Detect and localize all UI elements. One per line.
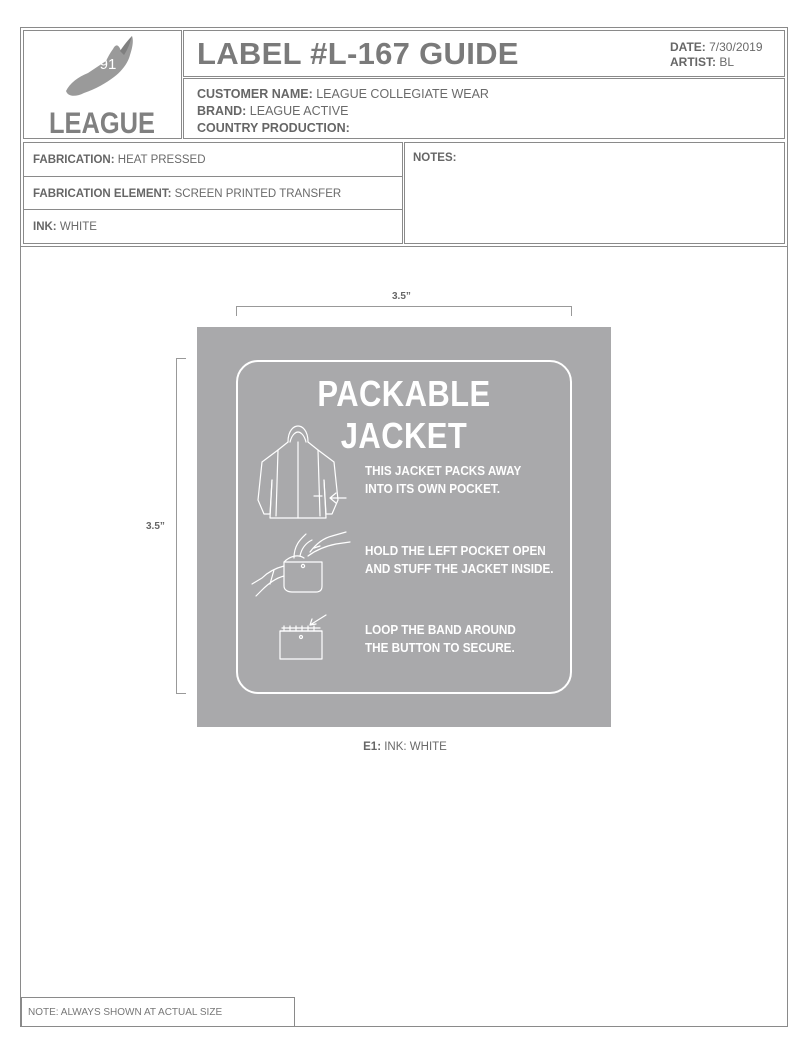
instruction-step-1 (365, 462, 521, 498)
brand-label: BRAND: (197, 104, 247, 118)
fabrication-element-label: FABRICATION ELEMENT: (33, 188, 172, 200)
fabrication-element-value: SCREEN PRINTED TRANSFER (174, 188, 342, 200)
label-title: PACKABLE JACKET (317, 373, 491, 456)
country-label: COUNTRY PRODUCTION: (197, 121, 350, 135)
pocket-button-icon (280, 615, 326, 659)
step-2-line-2: AND STUFF THE JACKET INSIDE. (365, 561, 554, 576)
date-value: 7/30/2019 (709, 40, 763, 54)
step-2-line-1: HOLD THE LEFT POCKET OPEN (365, 543, 546, 558)
artist-value: BL (719, 55, 735, 69)
date-label: DATE: (670, 40, 706, 54)
instruction-step-3 (365, 621, 516, 657)
date-artist-block (670, 40, 763, 70)
width-dimension: 3.5” (392, 291, 411, 302)
step-3-line-1: LOOP THE BAND AROUND (365, 622, 516, 637)
divider (23, 176, 403, 177)
fabrication-element-row (33, 188, 341, 200)
customer-name-value: LEAGUE COLLEGIATE WEAR (316, 87, 489, 101)
ink-value: WHITE (59, 221, 97, 233)
caption-value: INK: WHITE (384, 741, 447, 753)
fabrication-value: HEAT PRESSED (117, 154, 206, 166)
jacket-icon (258, 426, 346, 518)
ink-row (33, 221, 97, 233)
page-title: LABEL #L-167 GUIDE (197, 36, 519, 71)
artist-label: ARTIST: (670, 55, 716, 69)
fabrication-label: FABRICATION: (33, 154, 115, 166)
customer-block (197, 86, 489, 137)
ink-label: INK: (33, 221, 57, 233)
width-dimension-line (236, 306, 572, 316)
step-1-line-2: INTO ITS OWN POCKET. (365, 481, 500, 496)
step-1-line-1: THIS JACKET PACKS AWAY (365, 463, 522, 478)
step-3-line-2: THE BUTTON TO SECURE. (365, 640, 515, 655)
height-dimension-line (176, 358, 186, 694)
caption-label: E1: (363, 741, 382, 753)
artwork-caption (0, 741, 810, 753)
instruction-illustrations (250, 420, 360, 670)
customer-name-label: CUSTOMER NAME: (197, 87, 313, 101)
height-dimension: 3.5” (146, 521, 165, 532)
divider (20, 246, 788, 247)
stuffing-pocket-icon (252, 532, 350, 596)
logo-cell (23, 30, 182, 139)
notes-label: NOTES: (413, 152, 457, 164)
divider (23, 209, 403, 210)
logo-wordmark: LEAGUE (49, 107, 155, 138)
logo-number: 91 (99, 56, 117, 73)
fabrication-row (33, 154, 206, 166)
league-logo (24, 31, 181, 138)
brand-value: LEAGUE ACTIVE (249, 104, 349, 118)
instruction-step-2 (365, 542, 554, 578)
notes-cell (404, 142, 785, 244)
footer-note: NOTE: ALWAYS SHOWN AT ACTUAL SIZE (28, 1007, 223, 1018)
